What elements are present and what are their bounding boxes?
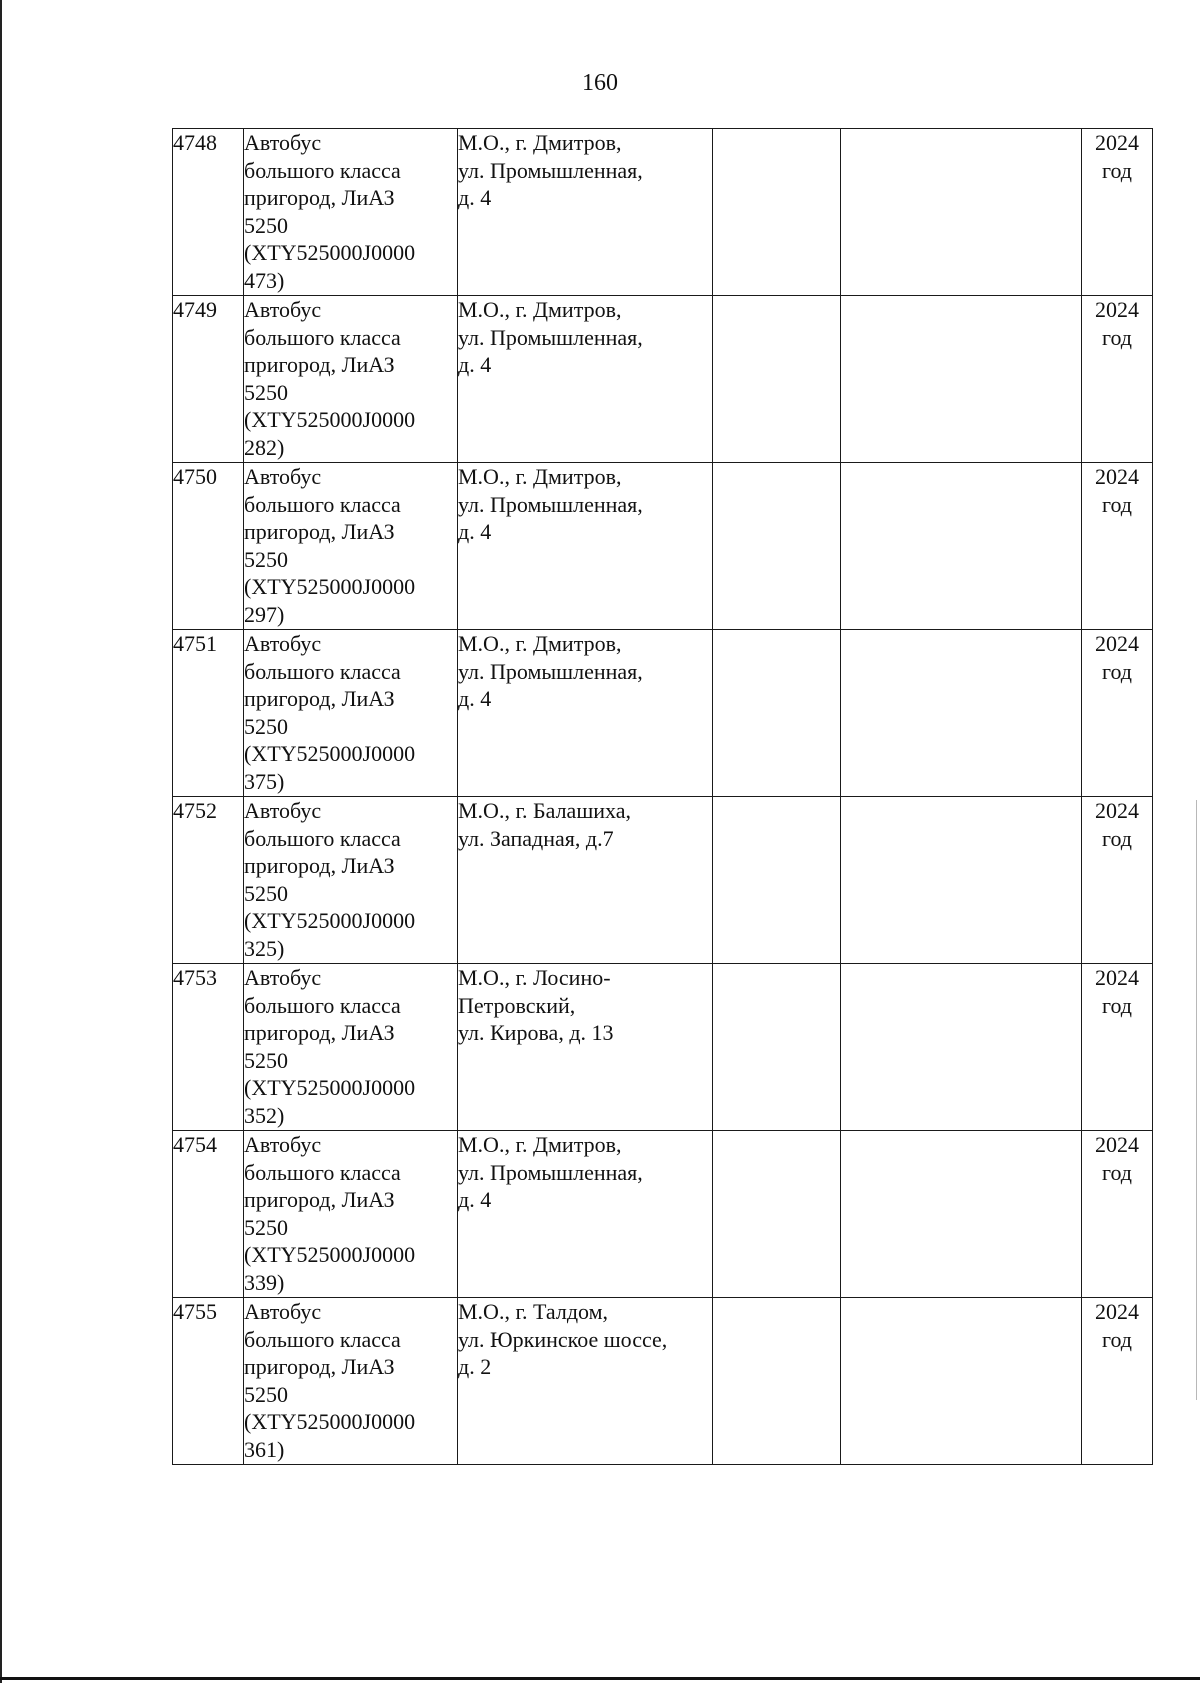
year-cell <box>1082 129 1153 296</box>
year-cell <box>1082 797 1153 964</box>
year: 2024 год <box>1095 1299 1139 1352</box>
address: М.О., г. Дмитров, ул. Промышленная, д. 4 <box>458 297 643 377</box>
address: М.О., г. Дмитров, ул. Промышленная, д. 4 <box>458 464 643 544</box>
vehicle-name-cell <box>244 964 458 1131</box>
vehicle-name: Автобус большого класса пригород, ЛиАЗ 5250 (XTY525000J0000 339) <box>244 1132 416 1295</box>
vehicle-name-cell <box>244 797 458 964</box>
table-row <box>173 1131 1153 1298</box>
row-number-cell <box>173 1298 244 1465</box>
address: М.О., г. Лосино- Петровский, ул. Кирова, д. 13 <box>458 965 614 1045</box>
address: М.О., г. Балашиха, ул. Западная, д.7 <box>458 798 632 851</box>
address-cell <box>458 1131 713 1298</box>
row-number: 4755 <box>173 1299 217 1324</box>
scan-edge-bottom <box>0 1677 1200 1680</box>
empty-cell-4 <box>713 463 841 630</box>
vehicle-name-cell <box>244 630 458 797</box>
table-row <box>173 630 1153 797</box>
year: 2024 год <box>1095 965 1139 1018</box>
row-number-cell <box>173 296 244 463</box>
vehicle-name: Автобус большого класса пригород, ЛиАЗ 5250 (XTY525000J0000 282) <box>244 297 416 460</box>
table-row <box>173 129 1153 296</box>
row-number-cell <box>173 1131 244 1298</box>
vehicle-name: Автобус большого класса пригород, ЛиАЗ 5250 (XTY525000J0000 375) <box>244 631 416 794</box>
address: М.О., г. Талдом, ул. Юркинское шоссе, д. 2 <box>458 1299 668 1379</box>
row-number-cell <box>173 797 244 964</box>
row-number: 4749 <box>173 297 217 322</box>
address-cell <box>458 463 713 630</box>
scan-edge-left <box>0 0 2 1683</box>
empty-cell-5 <box>841 463 1082 630</box>
empty-cell-5 <box>841 797 1082 964</box>
year-cell <box>1082 630 1153 797</box>
empty-cell-4 <box>713 296 841 463</box>
table-row <box>173 797 1153 964</box>
address: М.О., г. Дмитров, ул. Промышленная, д. 4 <box>458 631 643 711</box>
empty-cell-5 <box>841 129 1082 296</box>
address-cell <box>458 129 713 296</box>
empty-cell-5 <box>841 1131 1082 1298</box>
row-number: 4750 <box>173 464 217 489</box>
table-row <box>173 1298 1153 1465</box>
table-row <box>173 296 1153 463</box>
address-cell <box>458 964 713 1131</box>
vehicle-name: Автобус большого класса пригород, ЛиАЗ 5250 (XTY525000J0000 352) <box>244 965 416 1128</box>
empty-cell-4 <box>713 129 841 296</box>
page-number: 160 <box>582 70 618 96</box>
address-cell <box>458 1298 713 1465</box>
empty-cell-5 <box>841 964 1082 1131</box>
empty-cell-5 <box>841 1298 1082 1465</box>
address: М.О., г. Дмитров, ул. Промышленная, д. 4 <box>458 1132 643 1212</box>
vehicle-name: Автобус большого класса пригород, ЛиАЗ 5250 (XTY525000J0000 361) <box>244 1299 416 1462</box>
row-number-cell <box>173 964 244 1131</box>
vehicle-name-cell <box>244 129 458 296</box>
scan-edge-right <box>1196 800 1197 1400</box>
row-number-cell <box>173 463 244 630</box>
empty-cell-4 <box>713 797 841 964</box>
row-number: 4751 <box>173 631 217 656</box>
vehicle-name: Автобус большого класса пригород, ЛиАЗ 5250 (XTY525000J0000 473) <box>244 130 416 293</box>
empty-cell-4 <box>713 964 841 1131</box>
empty-cell-4 <box>713 630 841 797</box>
registry-table-body <box>173 129 1153 1465</box>
registry-table <box>172 128 1153 1465</box>
year: 2024 год <box>1095 297 1139 350</box>
year-cell <box>1082 463 1153 630</box>
address-cell <box>458 797 713 964</box>
table-row <box>173 964 1153 1131</box>
vehicle-name-cell <box>244 463 458 630</box>
year: 2024 год <box>1095 130 1139 183</box>
year-cell <box>1082 1298 1153 1465</box>
year: 2024 год <box>1095 798 1139 851</box>
year: 2024 год <box>1095 464 1139 517</box>
row-number-cell <box>173 129 244 296</box>
empty-cell-4 <box>713 1131 841 1298</box>
row-number: 4753 <box>173 965 217 990</box>
vehicle-name: Автобус большого класса пригород, ЛиАЗ 5250 (XTY525000J0000 325) <box>244 798 416 961</box>
year: 2024 год <box>1095 1132 1139 1185</box>
table-row <box>173 463 1153 630</box>
row-number: 4754 <box>173 1132 217 1157</box>
row-number-cell <box>173 630 244 797</box>
address: М.О., г. Дмитров, ул. Промышленная, д. 4 <box>458 130 643 210</box>
empty-cell-5 <box>841 296 1082 463</box>
year-cell <box>1082 296 1153 463</box>
empty-cell-5 <box>841 630 1082 797</box>
empty-cell-4 <box>713 1298 841 1465</box>
address-cell <box>458 296 713 463</box>
year-cell <box>1082 964 1153 1131</box>
year: 2024 год <box>1095 631 1139 684</box>
address-cell <box>458 630 713 797</box>
year-cell <box>1082 1131 1153 1298</box>
vehicle-name-cell <box>244 1298 458 1465</box>
row-number: 4748 <box>173 130 217 155</box>
vehicle-name-cell <box>244 1131 458 1298</box>
vehicle-name-cell <box>244 296 458 463</box>
row-number: 4752 <box>173 798 217 823</box>
vehicle-name: Автобус большого класса пригород, ЛиАЗ 5250 (XTY525000J0000 297) <box>244 464 416 627</box>
